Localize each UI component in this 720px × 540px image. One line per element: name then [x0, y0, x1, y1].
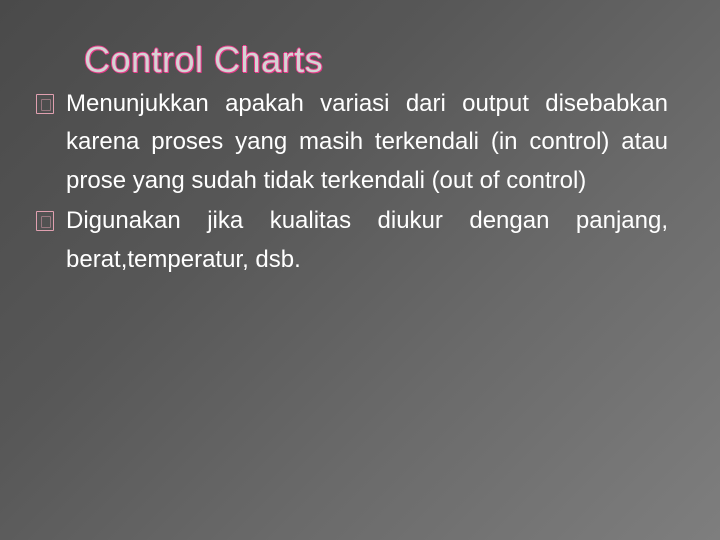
- bullet-text: Menunjukkan apakah variasi dari output disebabkan karena proses yang masih terkendali (in control) atau prose yang sudah tidak terkendali (out of control): [66, 90, 668, 194]
- bullet-list: [36, 85, 668, 281]
- bullet-text: Digunakan jika kualitas diukur dengan panjang, berat,temperatur, dsb.: [66, 207, 668, 273]
- slide-title: Control Charts: [84, 39, 324, 80]
- bullet-icon: [36, 211, 54, 231]
- bullet-icon: [36, 94, 54, 114]
- list-item: [36, 202, 668, 279]
- list-item: [36, 85, 668, 200]
